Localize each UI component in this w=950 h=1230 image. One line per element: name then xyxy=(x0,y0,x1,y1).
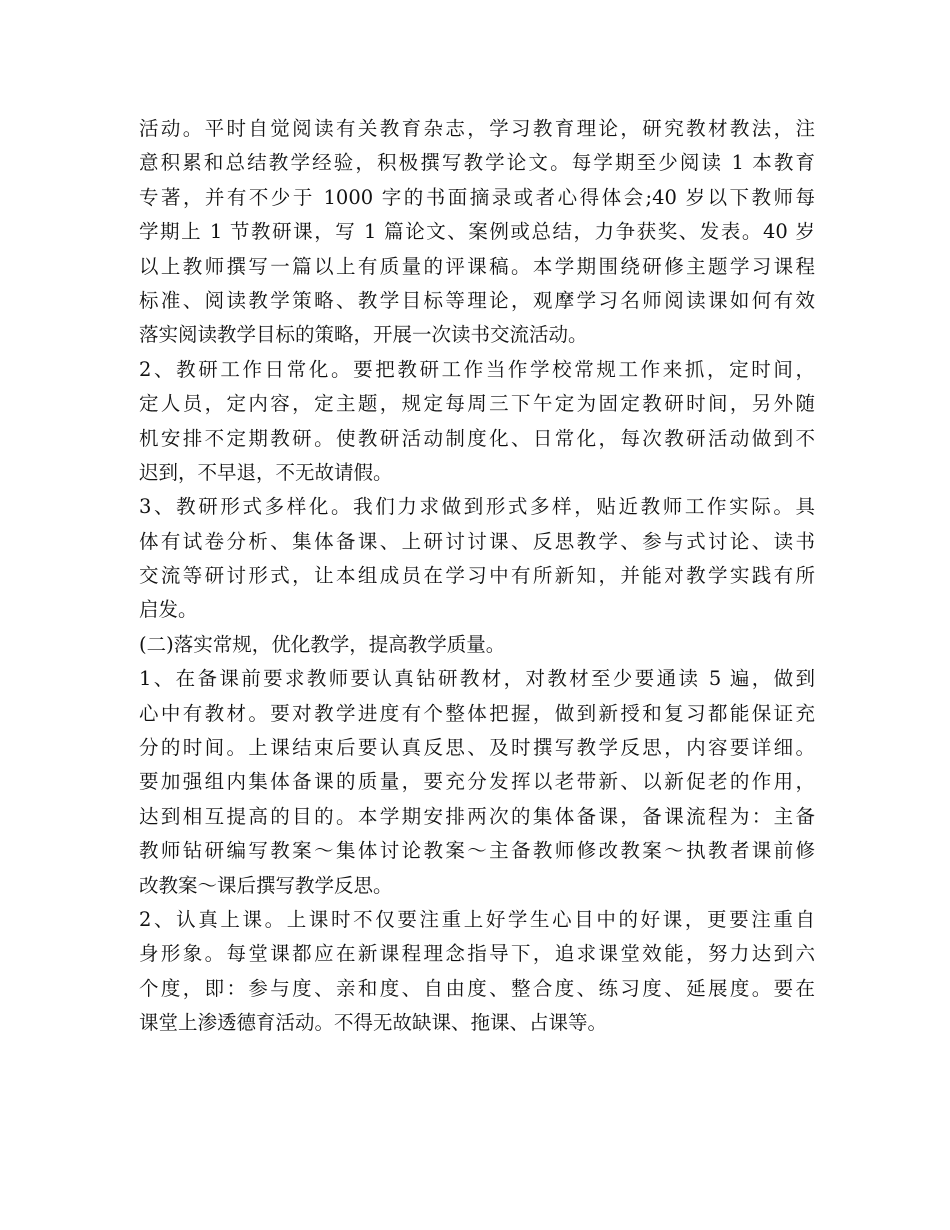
text-line: 迟到，不早退，不无故请假。 xyxy=(139,460,393,484)
text-line: 分的时间。上课结束后要认真反思、及时撰写教学反思，内容要详细。 xyxy=(139,736,815,760)
text-line: 机安排不定期教研。使教研活动制度化、日常化，每次教研活动做到不 xyxy=(139,426,815,450)
text-line: 体有试卷分析、集体备课、上研讨讨课、反思教学、参与式讨论、读书 xyxy=(139,529,815,553)
text-line: 学期上 1 节教研课，写 1 篇论文、案例或总结，力争获奖、发表。40 岁 xyxy=(139,220,815,244)
text-line: 要加强组内集体备课的质量，要充分发挥以老带新、以新促老的作用， xyxy=(139,770,815,794)
text-line: 课堂上渗透德育活动。不得无故缺课、拖课、占课等。 xyxy=(139,1011,608,1035)
text-line: 启发。 xyxy=(139,598,198,622)
text-line: 心中有教材。要对教学进度有个整体把握，做到新授和复习都能保证充 xyxy=(139,701,815,725)
text-line: 定人员，定内容，定主题，规定每周三下午定为固定教研时间，另外随 xyxy=(139,392,815,416)
text-line: 标准、阅读教学策略、教学目标等理论，观摩学习名师阅读课如何有效 xyxy=(139,288,815,312)
text-line: 3、教研形式多样化。我们力求做到形式多样，贴近教师工作实际。具 xyxy=(139,495,815,519)
text-line: 2、认真上课。上课时不仅要注重上好学生心目中的好课，更要注重自 xyxy=(139,907,815,931)
text-line: 改教案～课后撰写教学反思。 xyxy=(139,873,393,897)
text-line: 达到相互提高的目的。本学期安排两次的集体备课，备课流程为：主备 xyxy=(139,804,815,828)
text-line: 教师钻研编写教案～集体讨论教案～主备教师修改教案～执教者课前修 xyxy=(139,839,815,863)
text-line: 身形象。每堂课都应在新课程理念指导下，追求课堂效能，努力达到六 xyxy=(139,942,815,966)
document-body xyxy=(139,112,815,1041)
text-line: 活动。平时自觉阅读有关教育杂志，学习教育理论，研究教材教法，注 xyxy=(139,117,815,140)
text-line: 专著，并有不少于 1000 字的书面摘录或者心得体会;40 岁以下教师每 xyxy=(139,185,815,209)
text-line: 个度，即：参与度、亲和度、自由度、整合度、练习度、延展度。要在 xyxy=(139,976,815,1000)
text-line: (二)落实常规，优化教学，提高教学质量。 xyxy=(139,632,506,656)
text-line: 交流等研讨形式，让本组成员在学习中有所新知，并能对教学实践有所 xyxy=(139,564,815,588)
text-line: 1、在备课前要求教师要认真钻研教材，对教材至少要通读 5 遍，做到 xyxy=(139,667,815,691)
text-line: 2、教研工作日常化。要把教研工作当作学校常规工作来抓，定时间， xyxy=(139,357,815,381)
text-line: 意积累和总结教学经验，积极撰写教学论文。每学期至少阅读 1 本教育 xyxy=(139,151,815,175)
text-line: 以上教师撰写一篇以上有质量的评课稿。本学期围绕研修主题学习课程 xyxy=(139,254,815,278)
text-line: 落实阅读教学目标的策略，开展一次读书交流活动。 xyxy=(139,323,588,347)
